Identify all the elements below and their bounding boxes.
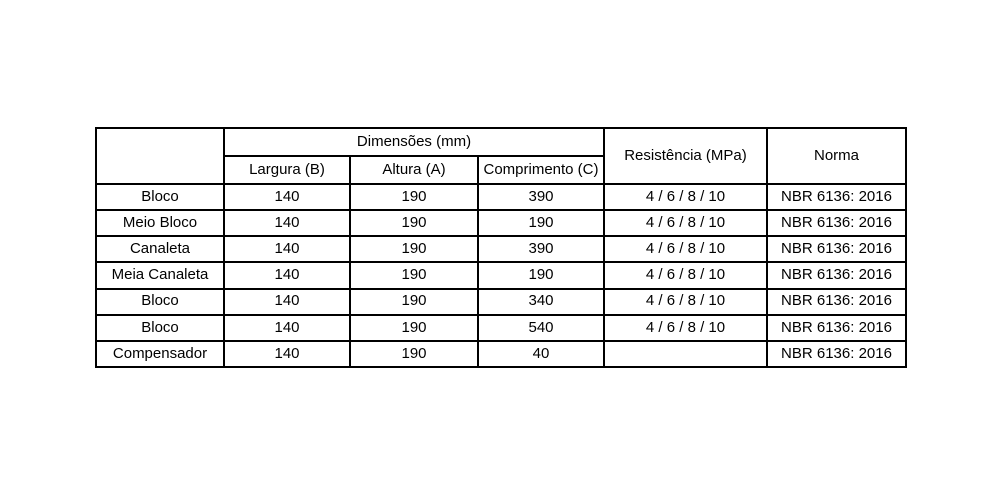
- altura-cell: 190: [350, 262, 478, 288]
- comprimento-cell: 190: [478, 210, 604, 236]
- corner-empty-cell: [96, 128, 224, 184]
- norma-cell: NBR 6136: 2016: [767, 184, 906, 210]
- comprimento-cell: 390: [478, 184, 604, 210]
- altura-cell: 190: [350, 210, 478, 236]
- largura-cell: 140: [224, 341, 350, 367]
- comprimento-cell: 340: [478, 289, 604, 315]
- norma-cell: NBR 6136: 2016: [767, 210, 906, 236]
- comprimento-column-header: Comprimento (C): [478, 156, 604, 184]
- norma-header: Norma: [767, 128, 906, 184]
- largura-column-header: Largura (B): [224, 156, 350, 184]
- altura-cell: 190: [350, 315, 478, 341]
- comprimento-cell: 40: [478, 341, 604, 367]
- altura-column-header: Altura (A): [350, 156, 478, 184]
- altura-cell: 190: [350, 341, 478, 367]
- comprimento-cell: 540: [478, 315, 604, 341]
- dimensions-group-header: Dimensões (mm): [224, 128, 604, 156]
- product-name-cell: Bloco: [96, 315, 224, 341]
- table-row-bloco-3: [96, 315, 906, 341]
- table-row-bloco-2: [96, 289, 906, 315]
- largura-cell: 140: [224, 315, 350, 341]
- largura-cell: 140: [224, 184, 350, 210]
- block-specifications-table: [95, 127, 907, 368]
- resistencia-cell: [604, 341, 767, 367]
- resistencia-cell: 4 / 6 / 8 / 10: [604, 210, 767, 236]
- resistencia-cell: 4 / 6 / 8 / 10: [604, 315, 767, 341]
- norma-cell: NBR 6136: 2016: [767, 262, 906, 288]
- largura-cell: 140: [224, 262, 350, 288]
- resistencia-cell: 4 / 6 / 8 / 10: [604, 236, 767, 262]
- norma-cell: NBR 6136: 2016: [767, 315, 906, 341]
- header-row-groups: [96, 128, 906, 156]
- product-name-cell: Bloco: [96, 184, 224, 210]
- resistencia-cell: 4 / 6 / 8 / 10: [604, 184, 767, 210]
- table-row-meio-bloco: [96, 210, 906, 236]
- resistance-header: Resistência (MPa): [604, 128, 767, 184]
- product-name-cell: Bloco: [96, 289, 224, 315]
- comprimento-cell: 390: [478, 236, 604, 262]
- largura-cell: 140: [224, 236, 350, 262]
- product-name-cell: Compensador: [96, 341, 224, 367]
- comprimento-cell: 190: [478, 262, 604, 288]
- altura-cell: 190: [350, 236, 478, 262]
- table-row-meia-canaleta: [96, 262, 906, 288]
- product-name-cell: Meia Canaleta: [96, 262, 224, 288]
- altura-cell: 190: [350, 184, 478, 210]
- table-row-bloco-1: [96, 184, 906, 210]
- norma-cell: NBR 6136: 2016: [767, 289, 906, 315]
- largura-cell: 140: [224, 289, 350, 315]
- altura-cell: 190: [350, 289, 478, 315]
- table-row-canaleta: [96, 236, 906, 262]
- largura-cell: 140: [224, 210, 350, 236]
- norma-cell: NBR 6136: 2016: [767, 341, 906, 367]
- resistencia-cell: 4 / 6 / 8 / 10: [604, 262, 767, 288]
- table-row-compensador: [96, 341, 906, 367]
- product-name-cell: Canaleta: [96, 236, 224, 262]
- norma-cell: NBR 6136: 2016: [767, 236, 906, 262]
- resistencia-cell: 4 / 6 / 8 / 10: [604, 289, 767, 315]
- product-name-cell: Meio Bloco: [96, 210, 224, 236]
